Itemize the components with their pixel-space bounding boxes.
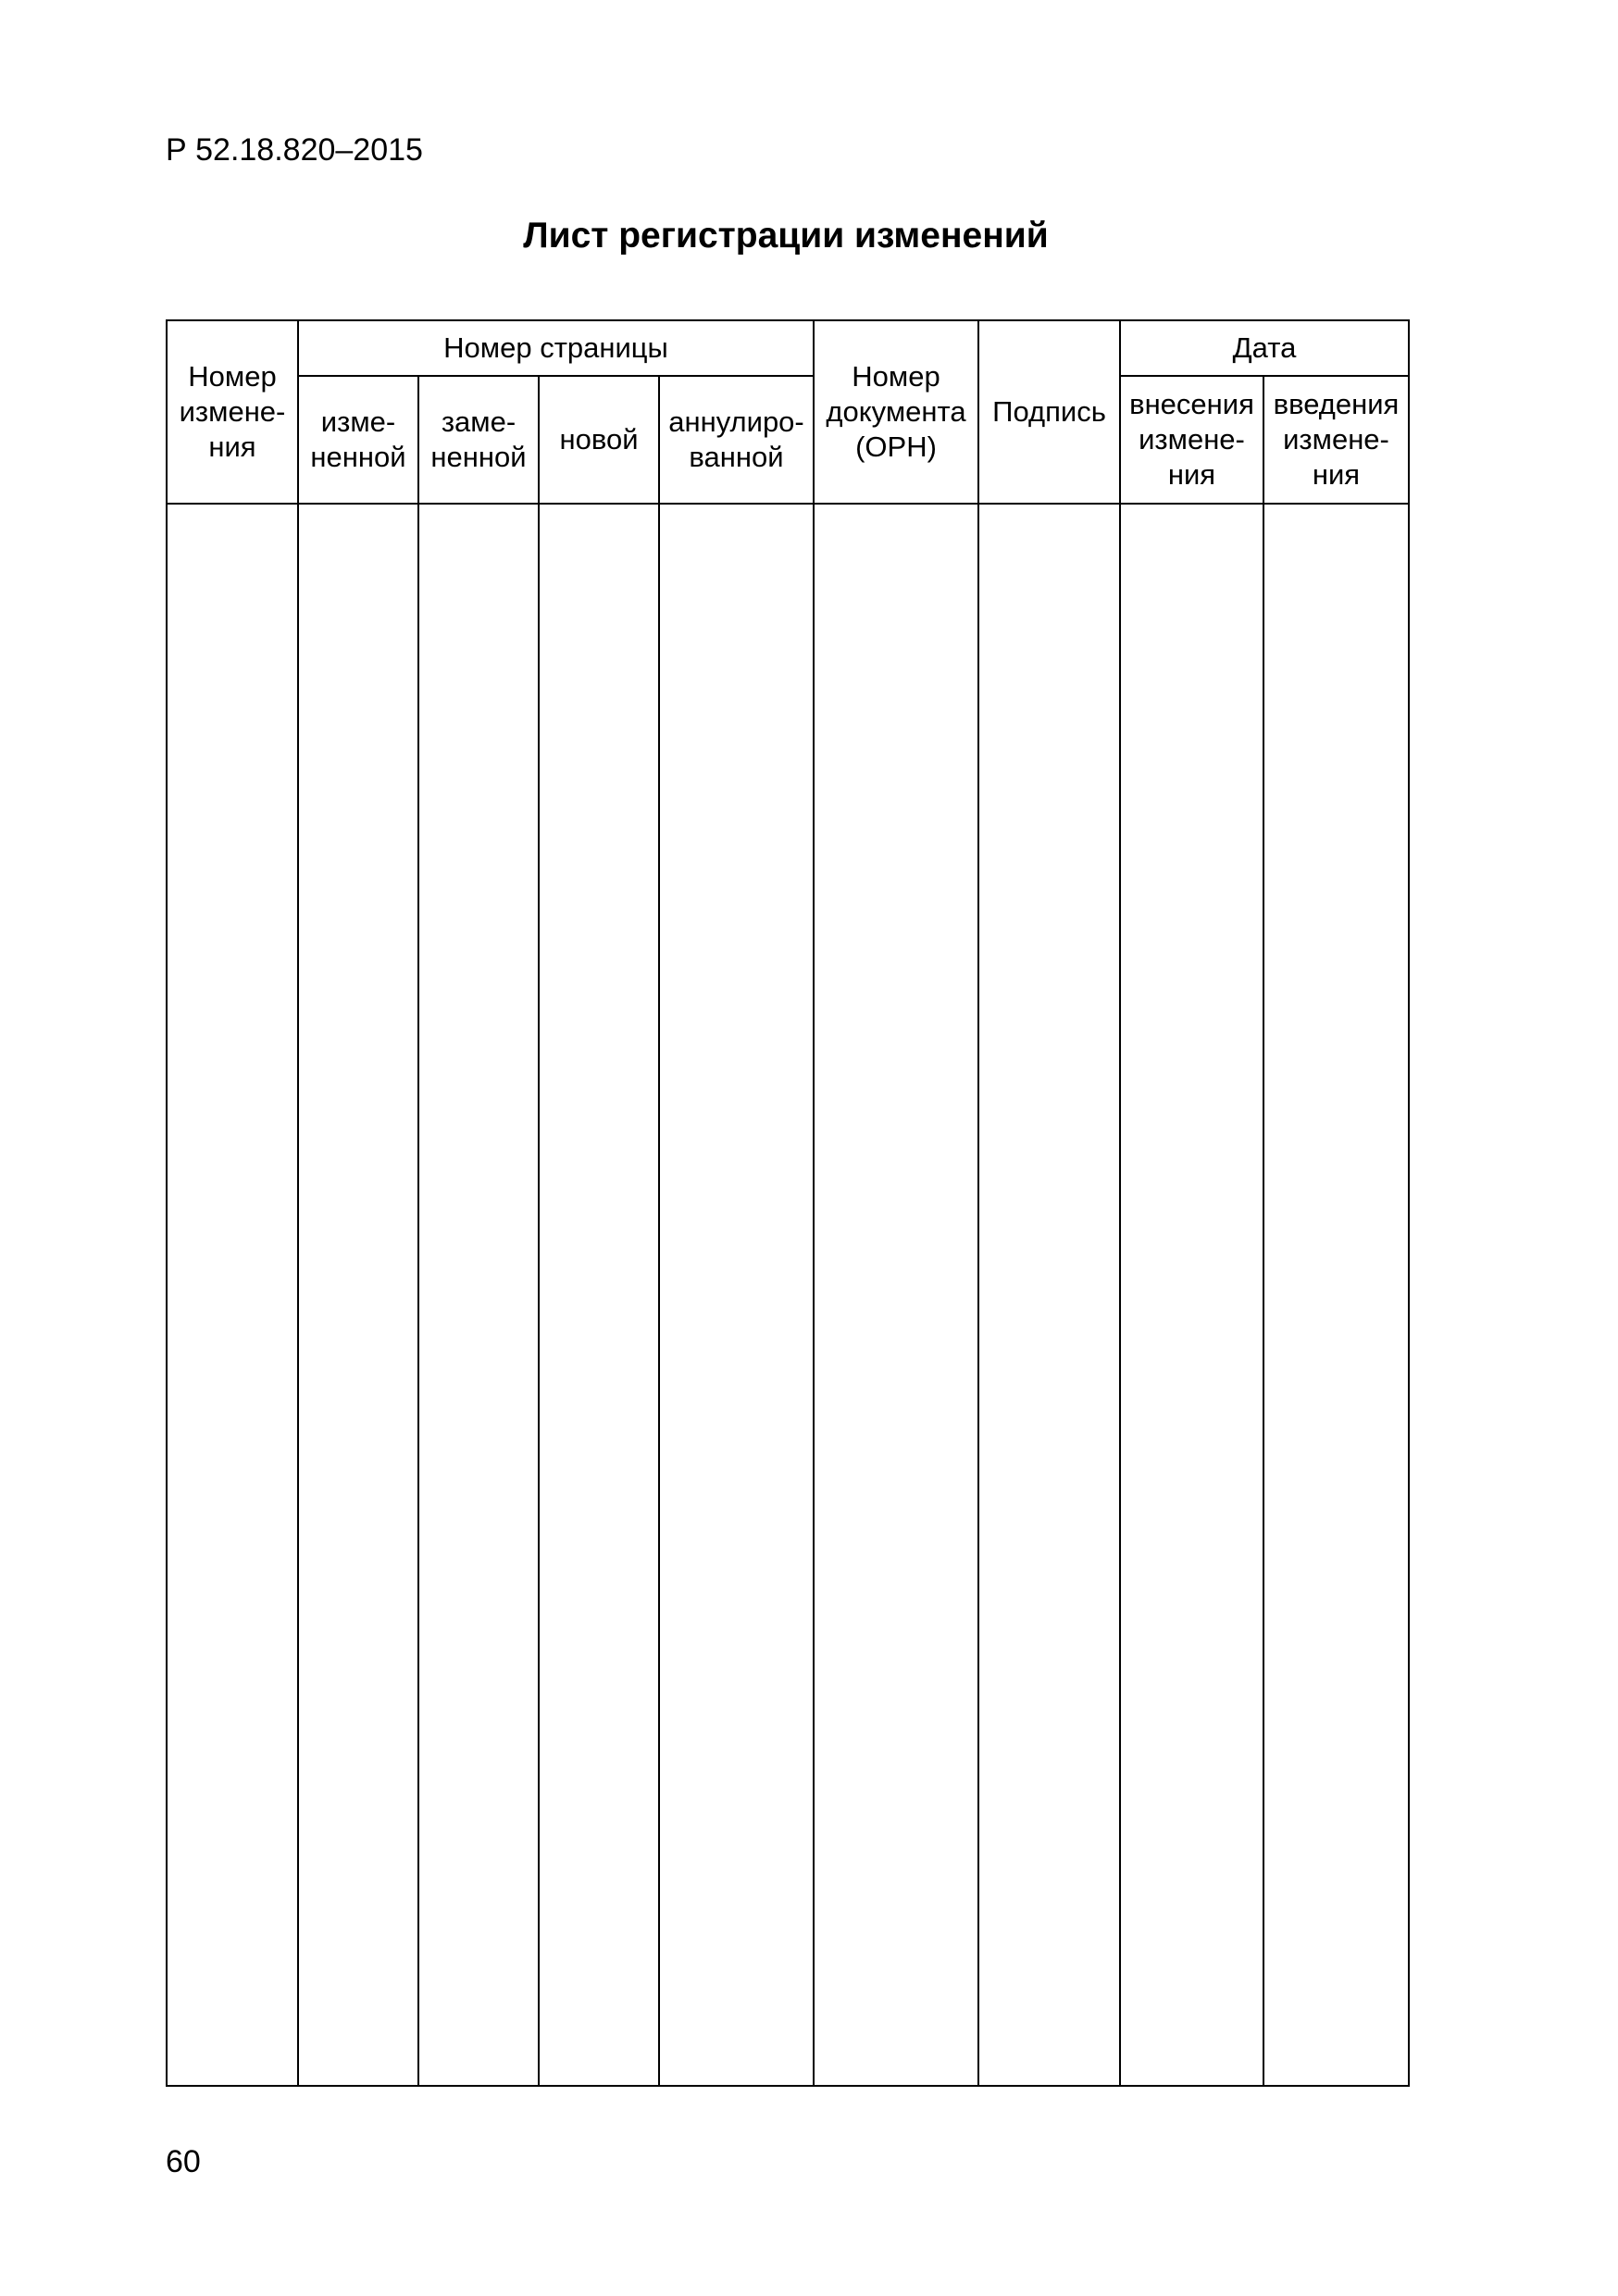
header-document-number: Номер документа (ОРН) bbox=[814, 320, 978, 504]
page-title: Лист регистрации изменений bbox=[523, 216, 1049, 256]
header-page-annulled: аннулиро- ванной bbox=[659, 376, 814, 504]
header-page-changed: изме- ненной bbox=[298, 376, 418, 504]
header-page-number-group: Номер страницы bbox=[298, 320, 814, 376]
header-date-introduction: введения измене- ния bbox=[1263, 376, 1409, 504]
cell-page-changed[interactable] bbox=[298, 504, 418, 2086]
header-change-number: Номер измене- ния bbox=[167, 320, 298, 504]
cell-date-entry[interactable] bbox=[1120, 504, 1263, 2086]
table-row bbox=[167, 504, 1409, 2086]
cell-page-replaced[interactable] bbox=[418, 504, 539, 2086]
header-page-new: новой bbox=[539, 376, 659, 504]
header-date-entry: внесения измене- ния bbox=[1120, 376, 1263, 504]
cell-signature[interactable] bbox=[978, 504, 1120, 2086]
header-date-group: Дата bbox=[1120, 320, 1409, 376]
cell-date-introduction[interactable] bbox=[1263, 504, 1409, 2086]
header-signature: Подпись bbox=[978, 320, 1120, 504]
cell-document-number[interactable] bbox=[814, 504, 978, 2086]
page-number: 60 bbox=[166, 2144, 201, 2179]
header-page-replaced: заме- ненной bbox=[418, 376, 539, 504]
cell-page-annulled[interactable] bbox=[659, 504, 814, 2086]
cell-page-new[interactable] bbox=[539, 504, 659, 2086]
document-code: Р 52.18.820–2015 bbox=[166, 132, 423, 168]
cell-change-number[interactable] bbox=[167, 504, 298, 2086]
change-registration-table bbox=[166, 319, 1410, 2087]
